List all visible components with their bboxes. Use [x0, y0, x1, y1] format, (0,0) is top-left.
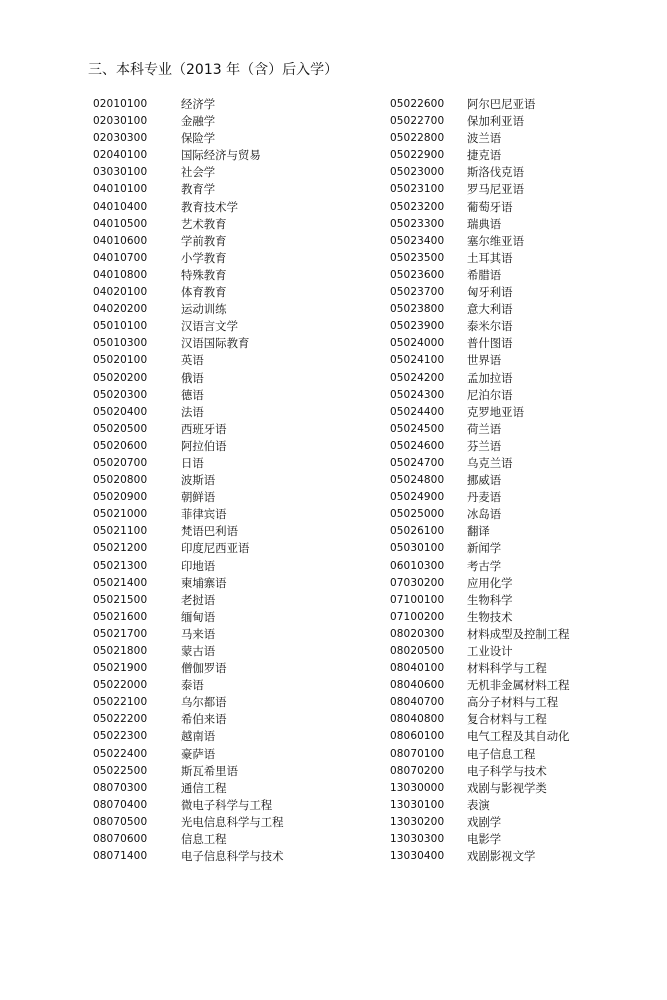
- major-name: 罗马尼亚语: [467, 182, 524, 197]
- major-code: 05023100: [390, 183, 445, 196]
- major-code: 08071400: [93, 850, 148, 863]
- major-name: 孟加拉语: [467, 370, 513, 385]
- major-row: [93, 164, 216, 181]
- major-row: [93, 404, 204, 421]
- major-name: 翻译: [467, 524, 490, 539]
- major-row: [93, 489, 216, 506]
- major-code: 08070200: [390, 764, 445, 777]
- major-name: 应用化学: [467, 575, 513, 590]
- major-row: [390, 216, 502, 233]
- major-code: 05010100: [93, 320, 148, 333]
- major-row: [390, 643, 513, 660]
- major-name: 僧伽罗语: [181, 661, 227, 676]
- major-name: 教育学: [181, 182, 216, 197]
- major-row: [390, 780, 547, 797]
- major-row: [390, 370, 513, 387]
- major-code: 05022100: [93, 696, 148, 709]
- major-name: 冰岛语: [467, 507, 502, 522]
- major-code: 05020500: [93, 422, 148, 435]
- major-row: [390, 523, 490, 540]
- major-row: [390, 352, 502, 369]
- major-name: 塞尔维亚语: [467, 233, 524, 248]
- major-name: 泰米尔语: [467, 319, 513, 334]
- major-code: 05022600: [390, 98, 445, 110]
- major-name: 电气工程及其自动化: [467, 729, 570, 744]
- major-row: [93, 455, 204, 472]
- major-code: 05021200: [93, 542, 148, 555]
- major-name: 豪萨语: [181, 746, 216, 761]
- major-row: [93, 421, 227, 438]
- major-name: 戏剧影视文学: [467, 849, 536, 864]
- major-row: [93, 814, 284, 831]
- major-row: [93, 746, 216, 763]
- major-name: 小学教育: [181, 250, 227, 265]
- major-row: [93, 472, 216, 489]
- major-code: 05023300: [390, 217, 445, 230]
- major-row: [390, 711, 547, 728]
- major-row: [390, 284, 513, 301]
- major-name: 阿拉伯语: [181, 438, 227, 453]
- major-name: 运动训练: [181, 302, 227, 317]
- major-name: 俄语: [181, 370, 204, 385]
- major-name: 教育技术学: [181, 199, 238, 214]
- major-code: 13030100: [390, 798, 445, 811]
- major-row: [93, 677, 204, 694]
- major-code: 08040600: [390, 679, 445, 692]
- major-name: 戏剧学: [467, 814, 502, 829]
- major-row: [93, 267, 227, 284]
- major-code: 05024700: [390, 456, 445, 469]
- major-code: 05021300: [93, 559, 148, 572]
- major-name: 匈牙利语: [467, 285, 513, 300]
- major-code: 05010300: [93, 337, 148, 350]
- major-code: 08040700: [390, 696, 445, 709]
- major-name: 保加利亚语: [467, 114, 524, 129]
- major-row: [390, 609, 513, 626]
- major-code: 04010100: [93, 183, 148, 196]
- major-code: 07100200: [390, 610, 445, 623]
- major-name: 马来语: [181, 626, 216, 641]
- major-code: 05022700: [390, 115, 445, 128]
- major-row: [390, 506, 502, 523]
- major-code: 05020100: [93, 354, 148, 367]
- major-row: [93, 626, 216, 643]
- major-name: 丹麦语: [467, 490, 502, 505]
- major-name: 社会学: [181, 165, 216, 180]
- major-row: [390, 489, 502, 506]
- major-code: 05020900: [93, 491, 148, 504]
- major-row: [93, 609, 216, 626]
- major-row: [93, 96, 216, 113]
- major-row: [390, 592, 513, 609]
- major-name: 汉语国际教育: [181, 336, 250, 351]
- major-row: [390, 147, 502, 164]
- major-row: [390, 301, 513, 318]
- major-name: 法语: [181, 404, 204, 419]
- major-row: [390, 797, 490, 814]
- major-name: 波兰语: [467, 131, 502, 146]
- major-row: [390, 96, 536, 113]
- major-name: 柬埔寨语: [181, 575, 227, 590]
- major-code: 05023700: [390, 286, 445, 299]
- major-name: 通信工程: [181, 780, 227, 795]
- major-name: 高分子材料与工程: [467, 695, 559, 710]
- major-row: [93, 284, 227, 301]
- major-row: [390, 267, 502, 284]
- major-code: 05021100: [93, 525, 148, 538]
- major-code: 04010600: [93, 234, 148, 247]
- major-code: 04010800: [93, 268, 148, 281]
- major-row: [390, 575, 513, 592]
- major-row: [93, 831, 227, 848]
- major-name: 梵语巴利语: [181, 524, 238, 539]
- major-name: 无机非金属材料工程: [467, 678, 570, 693]
- major-code: 05021900: [93, 662, 148, 675]
- major-code: 04010700: [93, 251, 148, 264]
- major-row: [93, 216, 227, 233]
- major-row: [93, 523, 238, 540]
- major-code: 05023900: [390, 320, 445, 333]
- major-row: [390, 626, 570, 643]
- major-name: 电影学: [467, 832, 502, 847]
- major-row: [390, 540, 502, 557]
- major-name: 材料科学与工程: [467, 661, 547, 676]
- major-code: 08040800: [390, 713, 445, 726]
- major-name: 信息工程: [181, 832, 227, 847]
- major-code: 13030000: [390, 781, 445, 794]
- major-row: [390, 455, 513, 472]
- major-name: 电子信息工程: [467, 746, 536, 761]
- major-code: 05024400: [390, 405, 445, 418]
- major-code: 05024600: [390, 439, 445, 452]
- major-name: 电子信息科学与技术: [181, 849, 284, 864]
- major-code: 08070300: [93, 781, 148, 794]
- major-code: 05021000: [93, 508, 148, 521]
- major-name: 特殊教育: [181, 267, 227, 282]
- major-code: 05023000: [390, 166, 445, 179]
- major-row: [390, 199, 513, 216]
- major-row: [390, 763, 547, 780]
- major-name: 瑞典语: [467, 216, 502, 231]
- major-name: 土耳其语: [467, 250, 513, 265]
- major-code: 05022300: [93, 730, 148, 743]
- major-name: 克罗地亚语: [467, 404, 524, 419]
- major-name: 希伯来语: [181, 712, 227, 727]
- major-row: [93, 540, 250, 557]
- major-row: [93, 147, 261, 164]
- major-name: 波斯语: [181, 473, 216, 488]
- major-row: [390, 335, 513, 352]
- major-name: 微电子科学与工程: [181, 797, 273, 812]
- major-name: 普什图语: [467, 336, 513, 351]
- major-code: 04010400: [93, 200, 148, 213]
- major-row: [390, 250, 513, 267]
- major-name: 体育教育: [181, 285, 227, 300]
- major-code: 05020600: [93, 439, 148, 452]
- major-code: 05020200: [93, 371, 148, 384]
- major-code: 05021700: [93, 627, 148, 640]
- major-row: [390, 660, 547, 677]
- major-row: [93, 660, 227, 677]
- major-name: 电子科学与技术: [467, 763, 547, 778]
- major-row: [93, 643, 216, 660]
- major-row: [390, 728, 570, 745]
- major-name: 表演: [467, 797, 490, 812]
- major-row: [93, 181, 216, 198]
- major-row: [390, 387, 513, 404]
- major-name: 意大利语: [467, 302, 513, 317]
- major-code: 06010300: [390, 559, 445, 572]
- major-code: 05022900: [390, 149, 445, 162]
- page-title: 三、本科专业（2013 年（含）后入学）: [88, 62, 339, 78]
- major-name: 经济学: [181, 97, 216, 111]
- major-code: 05024100: [390, 354, 445, 367]
- major-name: 复合材料与工程: [467, 712, 547, 727]
- major-code: 05021800: [93, 645, 148, 657]
- major-row: [93, 558, 216, 575]
- major-code: 04010500: [93, 217, 148, 230]
- major-name: 乌克兰语: [467, 455, 513, 470]
- major-code: 08060100: [390, 730, 445, 743]
- major-code: 02010100: [93, 98, 148, 110]
- major-row: [93, 797, 273, 814]
- major-row: [390, 233, 524, 250]
- major-row: [390, 831, 502, 848]
- major-code: 05020800: [93, 474, 148, 487]
- major-code: 08070500: [93, 815, 148, 828]
- major-name: 葡萄牙语: [467, 199, 513, 214]
- major-row: [93, 301, 227, 318]
- major-name: 斯洛伐克语: [467, 165, 524, 180]
- major-name: 印地语: [181, 558, 216, 573]
- major-row: [93, 438, 227, 455]
- major-row: [390, 113, 524, 130]
- major-code: 05024200: [390, 371, 445, 384]
- major-name: 越南语: [181, 729, 216, 744]
- major-code: 05023400: [390, 234, 445, 247]
- major-row: [93, 694, 227, 711]
- major-name: 工业设计: [467, 644, 513, 658]
- major-code: 13030200: [390, 815, 445, 828]
- major-name: 材料成型及控制工程: [467, 626, 570, 641]
- major-row: [390, 421, 502, 438]
- major-code: 08040100: [390, 662, 445, 675]
- major-code: 05020700: [93, 456, 148, 469]
- major-code: 02030100: [93, 115, 148, 128]
- major-code: 05024800: [390, 474, 445, 487]
- major-code: 08020500: [390, 645, 445, 657]
- major-name: 德语: [181, 387, 204, 402]
- major-code: 05022200: [93, 713, 148, 726]
- major-row: [93, 575, 227, 592]
- major-name: 光电信息科学与工程: [181, 814, 284, 829]
- major-row: [390, 318, 513, 335]
- major-code: 05023500: [390, 251, 445, 264]
- major-code: 05021500: [93, 593, 148, 606]
- major-code: 05024900: [390, 491, 445, 504]
- major-name: 生物技术: [467, 609, 513, 624]
- major-name: 国际经济与贸易: [181, 148, 261, 163]
- major-code: 05026100: [390, 525, 445, 538]
- major-name: 英语: [181, 353, 204, 368]
- major-code: 08070400: [93, 798, 148, 811]
- major-name: 捷克语: [467, 148, 502, 163]
- major-code: 05020300: [93, 388, 148, 401]
- major-row: [93, 233, 227, 250]
- major-name: 阿尔巴尼亚语: [467, 97, 536, 111]
- major-name: 考古学: [467, 558, 502, 573]
- major-code: 08070100: [390, 747, 445, 760]
- major-list-left: [93, 96, 284, 865]
- major-code: 05023200: [390, 200, 445, 213]
- major-name: 金融学: [181, 114, 216, 129]
- major-code: 05024500: [390, 422, 445, 435]
- major-row: [93, 250, 227, 267]
- major-code: 13030300: [390, 833, 445, 846]
- major-row: [93, 335, 250, 352]
- major-code: 05022000: [93, 679, 148, 692]
- major-row: [390, 814, 502, 831]
- major-code: 05020400: [93, 405, 148, 418]
- major-code: 05023600: [390, 268, 445, 281]
- major-name: 芬兰语: [467, 438, 502, 453]
- major-name: 生物科学: [467, 592, 513, 607]
- major-row: [93, 113, 216, 130]
- major-code: 04020100: [93, 286, 148, 299]
- major-row: [390, 404, 524, 421]
- major-name: 乌尔都语: [181, 695, 227, 710]
- major-code: 05022400: [93, 747, 148, 760]
- major-list-right: [390, 96, 570, 865]
- major-name: 尼泊尔语: [467, 387, 513, 402]
- major-code: 05024300: [390, 388, 445, 401]
- major-code: 05022800: [390, 132, 445, 145]
- major-row: [93, 506, 227, 523]
- major-row: [390, 848, 536, 865]
- major-code: 13030400: [390, 850, 445, 863]
- major-row: [93, 763, 238, 780]
- major-row: [93, 711, 227, 728]
- major-row: [93, 728, 216, 745]
- major-name: 艺术教育: [181, 216, 227, 231]
- major-row: [390, 677, 570, 694]
- major-row: [390, 438, 502, 455]
- major-code: 05023800: [390, 303, 445, 316]
- major-name: 新闻学: [467, 541, 502, 556]
- major-name: 缅甸语: [181, 609, 216, 624]
- major-name: 朝鲜语: [181, 490, 216, 505]
- major-row: [93, 592, 216, 609]
- major-name: 斯瓦希里语: [181, 763, 238, 778]
- major-name: 世界语: [467, 353, 502, 368]
- major-code: 05022500: [93, 764, 148, 777]
- major-code: 05025000: [390, 508, 445, 521]
- major-row: [93, 780, 227, 797]
- major-row: [390, 558, 502, 575]
- major-row: [93, 352, 204, 369]
- major-code: 05024000: [390, 337, 445, 350]
- major-row: [93, 318, 238, 335]
- major-code: 02030300: [93, 132, 148, 145]
- major-row: [390, 130, 502, 147]
- major-code: 08020300: [390, 627, 445, 640]
- major-code: 07030200: [390, 576, 445, 589]
- major-code: 07100100: [390, 593, 445, 606]
- major-row: [93, 848, 284, 865]
- major-code: 08070600: [93, 833, 148, 846]
- major-row: [390, 694, 559, 711]
- major-name: 戏剧与影视学类: [467, 780, 547, 795]
- major-code: 04020200: [93, 303, 148, 316]
- major-name: 菲律宾语: [181, 507, 227, 522]
- major-row: [93, 387, 204, 404]
- major-row: [390, 746, 536, 763]
- major-row: [93, 199, 238, 216]
- major-row: [390, 181, 524, 198]
- major-name: 西班牙语: [181, 421, 227, 436]
- major-name: 汉语言文学: [181, 319, 238, 334]
- major-name: 挪威语: [467, 473, 502, 488]
- major-name: 希腊语: [467, 267, 502, 282]
- major-code: 03030100: [93, 166, 148, 179]
- major-code: 05021400: [93, 576, 148, 589]
- major-name: 荷兰语: [467, 421, 502, 436]
- major-name: 蒙古语: [181, 644, 216, 658]
- major-row: [390, 472, 502, 489]
- major-code: 02040100: [93, 149, 148, 162]
- major-name: 老挝语: [181, 592, 216, 607]
- major-name: 印度尼西亚语: [181, 541, 250, 556]
- major-name: 泰语: [181, 678, 204, 693]
- major-code: 05030100: [390, 542, 445, 555]
- major-code: 05021600: [93, 610, 148, 623]
- major-row: [93, 370, 204, 387]
- major-name: 保险学: [181, 131, 216, 146]
- major-name: 学前教育: [181, 233, 227, 248]
- major-row: [390, 164, 524, 181]
- major-name: 日语: [181, 455, 204, 470]
- major-row: [93, 130, 216, 147]
